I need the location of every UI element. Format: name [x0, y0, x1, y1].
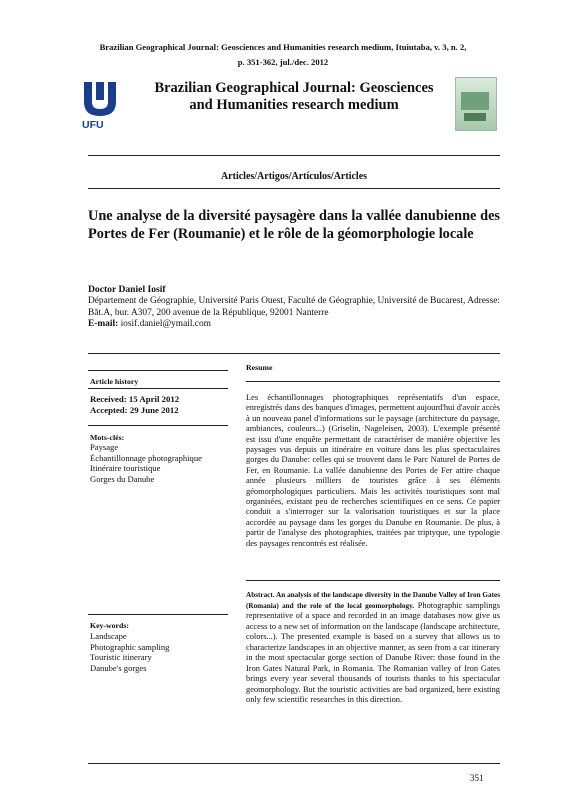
abstract-body: Photographic samplings representative of a space and recorded in an image databases now give us access to a new set of information on the landscape (landscape architecture, colors...). The presented example is based on a survey that allows us to characterize landscapes in an objective manner, as seen from a car itinerary in the most spectacular gorge section of Danube River: those found in the Iron Gates Natural Park, in Romania. The Romanian valley of Iron Gates brings every year several thousands of tourists thanks to his spectacular geomorphology. But the touristic activities are bad organized, here existing only few scientific researches in this direction.	[246, 600, 500, 704]
section-label: Articles/Artigos/Artículos/Articles	[220, 171, 368, 182]
divider	[88, 155, 500, 156]
list-item: Landscape	[90, 631, 127, 641]
divider	[88, 188, 500, 189]
mots-cles-label: Mots-clés:	[90, 433, 125, 442]
divider	[88, 425, 228, 426]
article-history-dates	[90, 394, 179, 416]
divider	[88, 763, 500, 764]
list-item: Échantillonnage photographique	[90, 452, 202, 463]
abstract-block	[246, 590, 500, 706]
received-date: Received: 15 April 2012	[90, 394, 180, 404]
abstract-label: Abstract. An analysis of the landscape diversity in the Danube Valley of Iron Gates (Romania) and the role of the local geomorphology.	[246, 591, 500, 610]
list-item: Touristic itinerary	[90, 652, 152, 662]
resume-label: Resume	[246, 363, 273, 372]
divider	[246, 580, 500, 581]
divider	[88, 388, 228, 389]
list-item: Danube's gorges	[90, 662, 147, 673]
resume-body: Les échantillonnages photographiques représentatifs d'un espace, enregistrés dans des banques d'images, permettent aujourd'hui d'avoir accès à un nouveau panel d'informations sur le paysage (architecture du paysage, ambiances, couleurs...) (Griselin, Nageleisen, 2003). L'exemple présenté est issu d'une enquête permettant de caractériser de manière objective les paysages vus depuis un itinéraire en voiture dans les plus spectaculaires gorges du Danube: celles qui se trouvent dans le Parc Naturel de Portes de Fer, en Roumanie. La vallée danubienne des Portes de Fer attire chaque année plusieurs milliers de touristes grâce à ses éléments géomorphologiques particuliers. Mais les activités touristiques sont mal organisées, existant peu de recherches scientifiques en ce sens. Ce papier conduit a s'interroger sur la valorisation touristiques et sur la place accordée au paysage dans les gorges du Danube en Roumanie. De plus, à partir de l'analyse des photographies, traitées par triptyque, une typologie des paysages rencontrés est réalisée.	[246, 393, 500, 548]
email-label: E-mail:	[88, 319, 119, 329]
divider	[88, 370, 228, 371]
accepted-date: Accepted: 29 June 2012	[90, 405, 179, 415]
journal-citation	[60, 40, 506, 70]
divider	[88, 353, 500, 354]
list-item: Gorges du Danube	[90, 473, 155, 484]
journal-citation-line-1: Brazilian Geographical Journal: Geosciences and Humanities research medium, Ituiutaba, v. 3, n. 2,	[99, 42, 467, 52]
author-name: Doctor Daniel Iosif	[88, 284, 166, 295]
mots-cles-list	[90, 442, 202, 484]
article-title: Une analyse de la diversité paysagère dans la vallée danubienne des Portes de Fer (Roumanie) et le rôle de la géomorphologie locale	[88, 208, 500, 242]
divider	[246, 381, 500, 382]
article-history-label: Article history	[90, 377, 139, 386]
list-item: Photographic sampling	[90, 641, 170, 652]
logo-text: UFU	[82, 119, 104, 131]
journal-citation-line-2: p. 351-362, jul./dec. 2012	[237, 57, 329, 67]
divider	[88, 614, 228, 615]
author-affiliation: Département de Géographie, Université Paris Ouest, Faculté de Géographie, Université de Bucarest, Adresse: Băt.A, bur. A307, 200 avenue de la République, 92001 Nanterre	[88, 296, 500, 318]
author-email	[88, 319, 211, 329]
journal-title: Brazilian Geographical Journal: Geosciences and Humanities research medium	[154, 80, 434, 113]
keywords-list	[90, 631, 169, 673]
page-number: 351	[470, 773, 484, 783]
journal-cover-thumbnail	[455, 77, 497, 131]
list-item: Itinéraire touristique	[90, 463, 161, 473]
email-address[interactable]: iosif.daniel@ymail.com	[120, 319, 211, 329]
keywords-label: Key-words:	[90, 621, 129, 630]
list-item: Paysage	[90, 442, 119, 452]
